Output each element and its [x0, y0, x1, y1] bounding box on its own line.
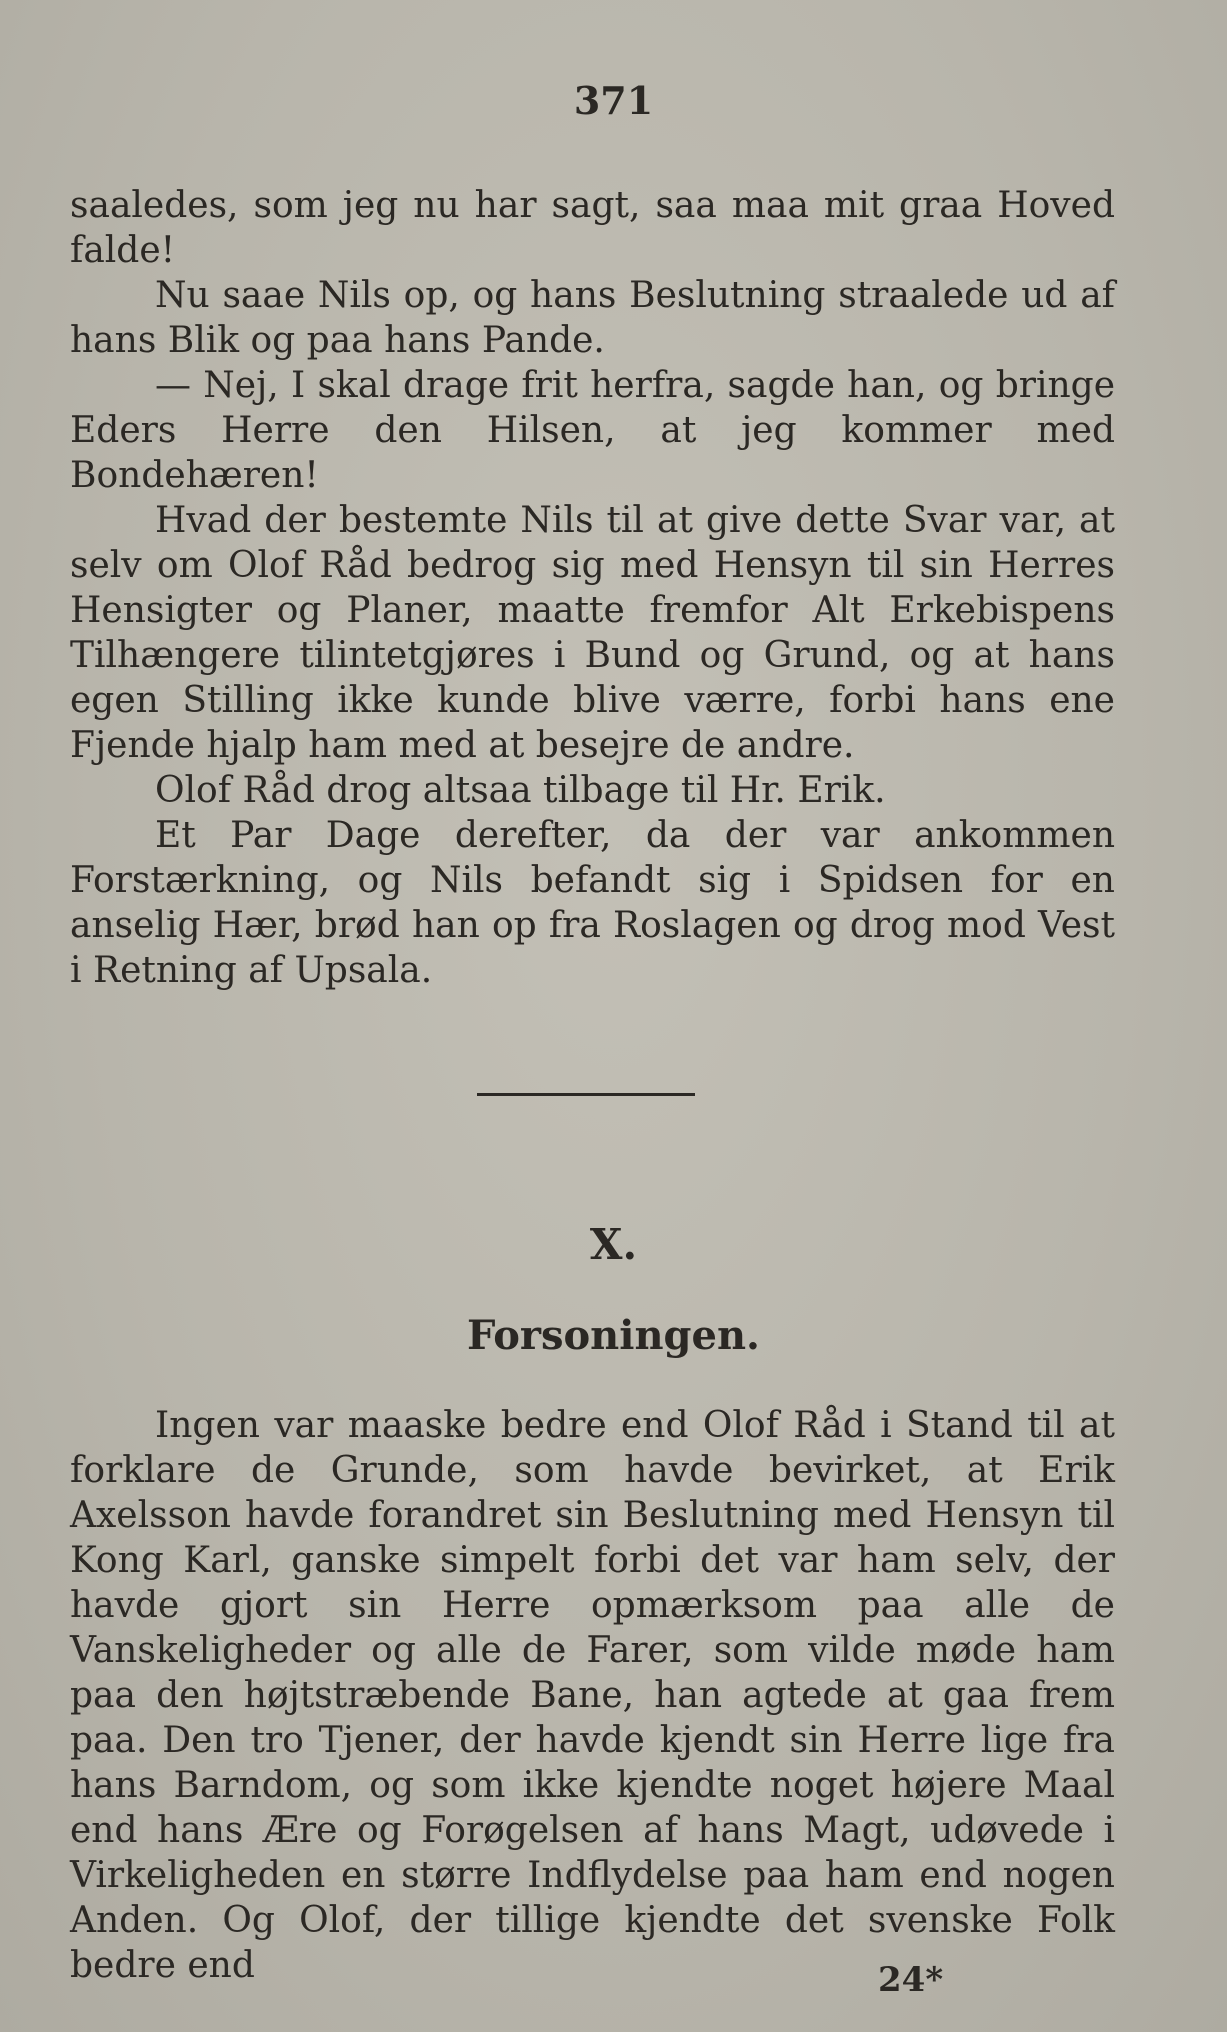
page-number: 371: [573, 78, 654, 123]
paragraph: Ingen var maaske bedre end Olof Råd i Stand til at forklare de Grunde, som havde bevirket, at Erik Axelsson havde forandret sin Beslutning med Hensyn til Kong Karl, ganske simpelt forbi det var ham selv, der havde gjort sin Herre opmærksom paa alle de Vanskeligheder og alle de Farer, som vilde møde ham paa den højtstræbende Bane, han agtede at gaa frem paa. Den tro Tjener, der havde kjendt sin Herre lige fra hans Barndom, og som ikke kjendte noget højere Maal end hans Ære og Forøgelsen af hans Magt, udøvede i Virkeligheden en større Indflydelse paa ham end nogen Anden. Og Olof, der tillige kjendte det svenske Folk bedre end: [70, 1405, 1115, 1986]
chapter-number: X.: [589, 1220, 638, 1269]
paragraph: saaledes, som jeg nu har sagt, saa maa mit graa Hoved falde!: [70, 185, 1115, 271]
paragraph: Olof Råd drog altsaa tilbage til Hr. Erik.: [155, 770, 886, 811]
paragraph: — Nej, I skal drage frit herfra, sagde han, og bringe Eders Herre den Hilsen, at jeg kommer med Bondehæren!: [70, 365, 1115, 496]
text-block-bottom: [70, 1403, 1115, 1988]
paragraph: Nu saae Nils op, og hans Beslutning straalede ud af hans Blik og paa hans Pande.: [70, 275, 1115, 361]
signature-mark: 24*: [878, 1960, 944, 2000]
text-block-top: [70, 183, 1115, 993]
paragraph: Et Par Dage derefter, da der var ankommen Forstærkning, og Nils befandt sig i Spidsen for en anselig Hær, brød han op fra Roslagen og drog mod Vest i Retning af Upsala.: [70, 815, 1115, 991]
paragraph: Hvad der bestemte Nils til at give dette Svar var, at selv om Olof Råd bedrog sig med Hensyn til sin Herres Hensigter og Planer, maatte fremfor Alt Erkebispens Tilhængere tilintetgjøres i Bund og Grund, og at hans egen Stilling ikke kunde blive værre, forbi hans ene Fjende hjalp ham med at besejre de andre.: [70, 500, 1115, 766]
section-divider: [477, 1093, 695, 1096]
chapter-title: Forsoningen.: [467, 1312, 760, 1359]
